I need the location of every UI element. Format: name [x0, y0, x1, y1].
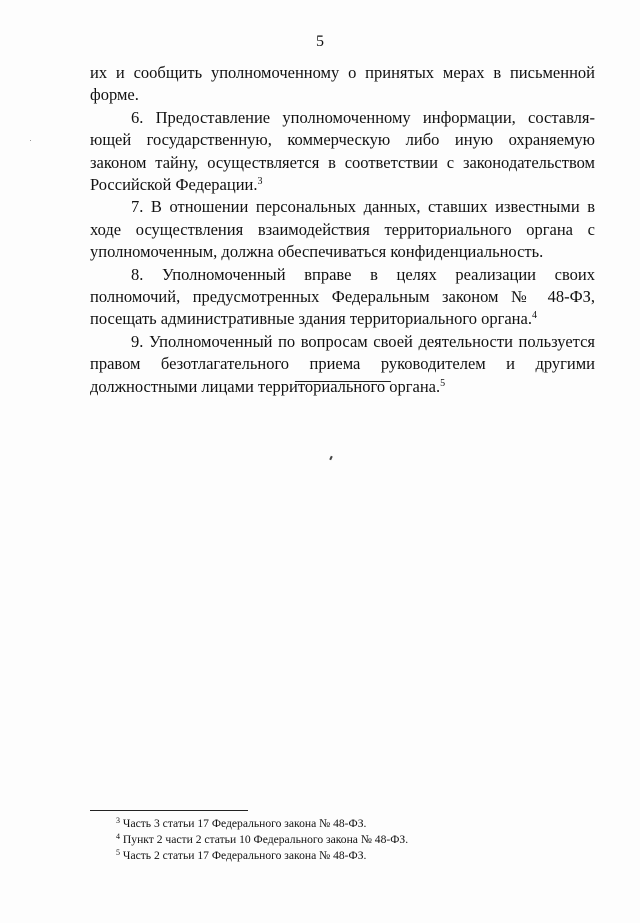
footnote-mark: 3 [116, 816, 120, 825]
paragraph-line: 9. Уполномоченный по вопросам своей деятельности [131, 331, 513, 351]
footnote-text: Часть 3 статьи 17 Федерального закона № 48-ФЗ. [122, 817, 367, 830]
paragraph-line: Российской Федерации. [90, 175, 258, 195]
paragraph-line: их и сообщить уполномоченному о принятых мерах в письменной [90, 63, 595, 82]
paragraph [90, 331, 595, 398]
paragraph-line: 7. В отношении персональных данных, ставших известными в [131, 197, 595, 217]
footnotes [116, 816, 408, 864]
body-text [90, 62, 595, 398]
page-number: 5 [316, 33, 324, 50]
scan-speck [329, 456, 333, 460]
paragraph-line: форме. [90, 85, 139, 105]
footnote-text: Пункт 2 части 2 статьи 10 Федерального закона № 48-ФЗ. [122, 833, 409, 846]
paragraph-line: 8. Уполномоченный вправе в целях реализации своих [131, 264, 595, 284]
paragraph-line: полномочий, предусмотренных Федеральным законом № 48-ФЗ, [90, 287, 595, 307]
footnote-reference[interactable]: 5 [440, 377, 446, 389]
footnote-text: Часть 2 статьи 17 Федерального закона № 48-ФЗ. [122, 849, 367, 862]
footnote-item [116, 848, 408, 864]
scan-speck [30, 140, 31, 141]
footnote-item [116, 832, 408, 848]
paragraph-line: посещать административные здания территориального органа. [90, 309, 532, 329]
paragraph-line: ющей государственную, коммерческую либо иную охраняемую [90, 130, 595, 150]
section-end-separator [295, 381, 391, 382]
paragraph-line: уполномоченным, должна обеспечиваться конфиденциальность. [90, 242, 544, 262]
paragraph [90, 196, 595, 263]
paragraph [90, 62, 595, 107]
paragraph-line: 6. Предоставление уполномоченному информации, составля- [131, 107, 595, 127]
footnote-item [116, 816, 408, 832]
footnote-reference[interactable]: 4 [531, 310, 537, 322]
paragraph [90, 107, 595, 197]
footnote-mark: 5 [116, 848, 120, 857]
paragraph [90, 264, 595, 331]
footnote-mark: 4 [116, 832, 120, 841]
paragraph-line: законом тайну, осуществляется в соответствии с законодательством [90, 152, 595, 172]
paragraph-line: другими должностными лицами территориального органа. [90, 354, 595, 396]
paragraph-line: пользуется правом безотлагательного приема руководителем и [90, 331, 595, 374]
footnote-reference[interactable]: 3 [257, 176, 263, 188]
paragraph-line: ходе осуществления взаимодействия территориального органа с [90, 219, 595, 239]
footnote-separator [90, 810, 248, 811]
